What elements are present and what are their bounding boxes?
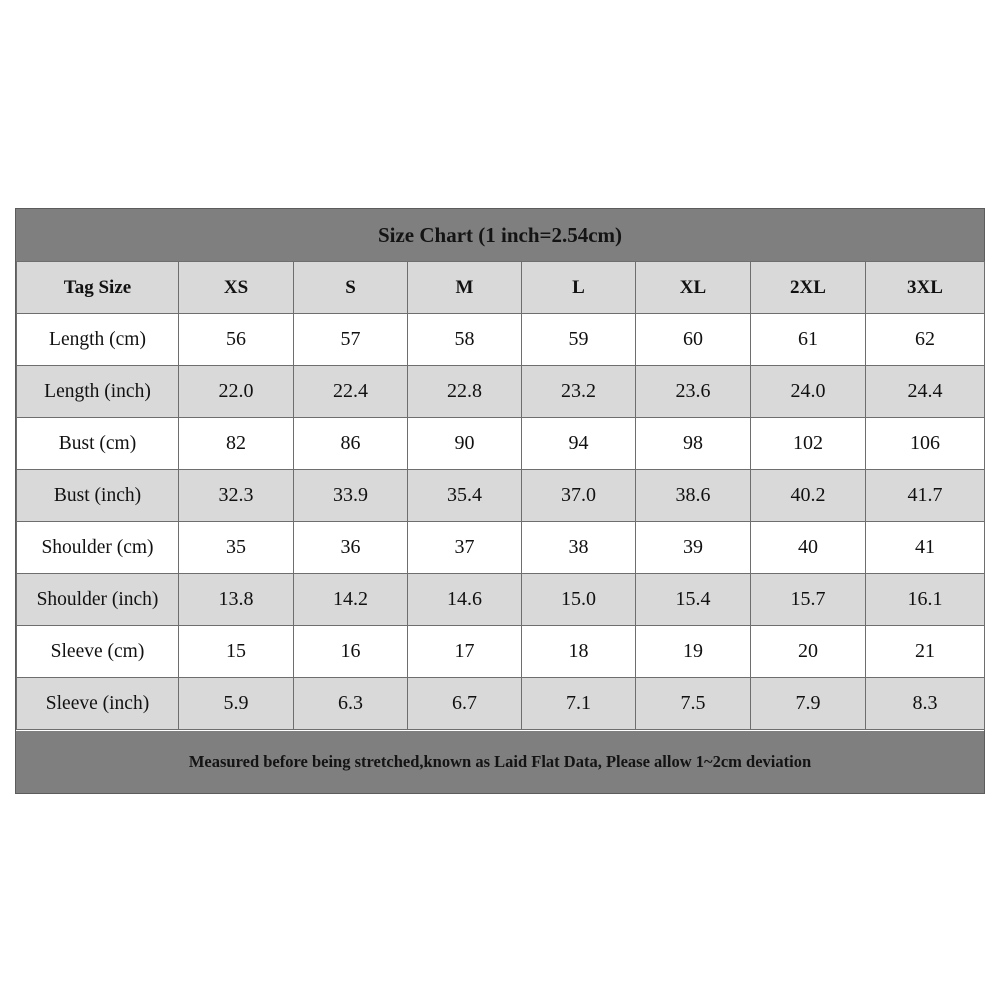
table-cell: 23.2 [522, 366, 636, 418]
header-size-2xl: 2XL [751, 262, 866, 314]
table-cell: 7.9 [751, 678, 866, 730]
header-size-xl: XL [636, 262, 751, 314]
table-cell: 35 [179, 522, 294, 574]
table-cell: 37.0 [522, 470, 636, 522]
size-table [16, 261, 985, 730]
header-tag-size: Tag Size [17, 262, 179, 314]
table-cell: 13.8 [179, 574, 294, 626]
header-row [17, 262, 985, 314]
table-cell: 94 [522, 418, 636, 470]
table-cell: 41 [866, 522, 985, 574]
row-label: Shoulder (cm) [17, 522, 179, 574]
table-cell: 22.8 [408, 366, 522, 418]
table-cell: 57 [294, 314, 408, 366]
table-cell: 22.4 [294, 366, 408, 418]
table-cell: 58 [408, 314, 522, 366]
table-cell: 16.1 [866, 574, 985, 626]
table-cell: 86 [294, 418, 408, 470]
table-cell: 8.3 [866, 678, 985, 730]
table-cell: 6.7 [408, 678, 522, 730]
table-cell: 19 [636, 626, 751, 678]
header-size-l: L [522, 262, 636, 314]
table-cell: 15 [179, 626, 294, 678]
table-cell: 60 [636, 314, 751, 366]
table-cell: 106 [866, 418, 985, 470]
table-cell: 15.4 [636, 574, 751, 626]
size-chart [15, 208, 985, 794]
table-cell: 7.5 [636, 678, 751, 730]
table-cell: 21 [866, 626, 985, 678]
table-cell: 14.2 [294, 574, 408, 626]
footer-note: Measured before being stretched,known as Laid Flat Data, Please allow 1~2cm deviation [16, 731, 984, 793]
table-cell: 7.1 [522, 678, 636, 730]
table-cell: 17 [408, 626, 522, 678]
table-cell: 22.0 [179, 366, 294, 418]
row-label: Length (inch) [17, 366, 179, 418]
table-cell: 59 [522, 314, 636, 366]
row-label: Bust (cm) [17, 418, 179, 470]
table-cell: 40.2 [751, 470, 866, 522]
table-row [17, 418, 985, 470]
table-cell: 5.9 [179, 678, 294, 730]
row-label: Shoulder (inch) [17, 574, 179, 626]
table-cell: 33.9 [294, 470, 408, 522]
table-cell: 62 [866, 314, 985, 366]
table-cell: 32.3 [179, 470, 294, 522]
table-row [17, 470, 985, 522]
row-label: Sleeve (cm) [17, 626, 179, 678]
header-size-xs: XS [179, 262, 294, 314]
table-row [17, 366, 985, 418]
table-cell: 56 [179, 314, 294, 366]
table-cell: 37 [408, 522, 522, 574]
table-cell: 38 [522, 522, 636, 574]
table-cell: 39 [636, 522, 751, 574]
table-row [17, 314, 985, 366]
table-cell: 15.7 [751, 574, 866, 626]
row-label: Bust (inch) [17, 470, 179, 522]
table-row [17, 522, 985, 574]
row-label: Sleeve (inch) [17, 678, 179, 730]
header-size-m: M [408, 262, 522, 314]
table-row [17, 574, 985, 626]
table-cell: 98 [636, 418, 751, 470]
table-cell: 38.6 [636, 470, 751, 522]
table-cell: 90 [408, 418, 522, 470]
table-cell: 61 [751, 314, 866, 366]
table-cell: 14.6 [408, 574, 522, 626]
table-cell: 35.4 [408, 470, 522, 522]
table-cell: 36 [294, 522, 408, 574]
table-cell: 102 [751, 418, 866, 470]
chart-title: Size Chart (1 inch=2.54cm) [16, 209, 984, 261]
row-label: Length (cm) [17, 314, 179, 366]
table-row [17, 626, 985, 678]
table-cell: 18 [522, 626, 636, 678]
table-cell: 24.4 [866, 366, 985, 418]
table-cell: 23.6 [636, 366, 751, 418]
header-size-s: S [294, 262, 408, 314]
table-cell: 20 [751, 626, 866, 678]
table-cell: 6.3 [294, 678, 408, 730]
header-size-3xl: 3XL [866, 262, 985, 314]
table-cell: 41.7 [866, 470, 985, 522]
table-cell: 40 [751, 522, 866, 574]
table-cell: 82 [179, 418, 294, 470]
table-row [17, 678, 985, 730]
table-cell: 16 [294, 626, 408, 678]
table-cell: 24.0 [751, 366, 866, 418]
table-cell: 15.0 [522, 574, 636, 626]
table-body [17, 314, 985, 730]
